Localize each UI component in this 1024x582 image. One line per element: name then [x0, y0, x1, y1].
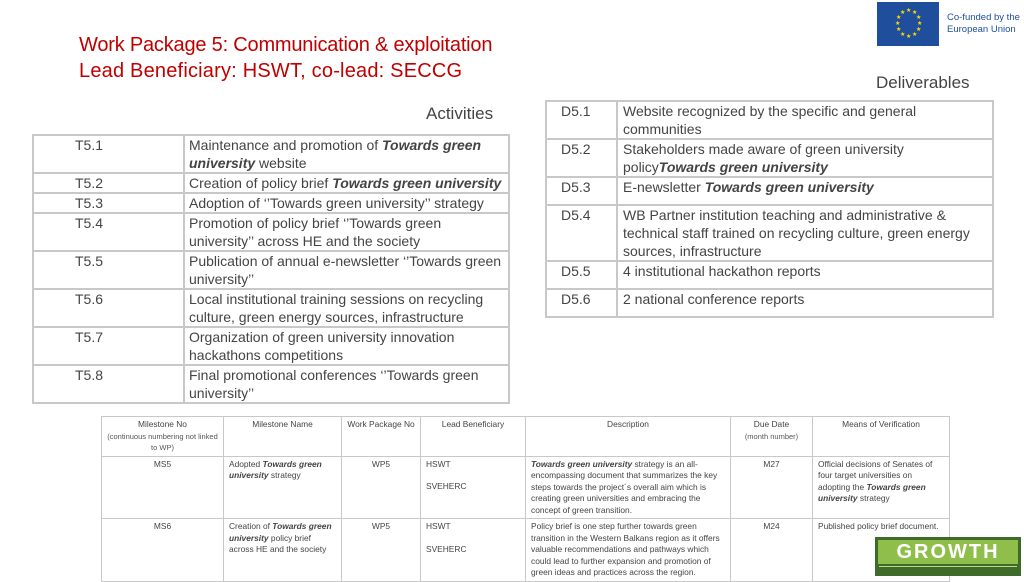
deliverable-code: D5.1: [546, 101, 617, 139]
text-segment: E-newsletter: [623, 179, 705, 195]
page-title: Work Package 5: Communication & exploitation: [79, 34, 493, 56]
emphasized-text: Towards green university: [229, 458, 322, 480]
col-means-of-verification: Means of Verification: [813, 417, 950, 457]
svg-text:★: ★: [916, 14, 922, 21]
milestone-description: [526, 519, 731, 582]
lead-primary: HSWT: [426, 458, 451, 469]
text-segment: policy brief across HE and the society: [229, 532, 327, 554]
col-milestone-no: Milestone No (continuous numbering not linked to WP): [102, 417, 224, 457]
emphasized-text: Towards green university: [332, 175, 502, 191]
text-segment: Maintenance and promotion of: [189, 137, 383, 153]
text-segment: WB Partner institution teaching and administrative & technical staff trained on recycling culture, green energy sources, infrastructure: [623, 207, 970, 259]
activity-code: T5.3: [33, 193, 184, 213]
activity-code: T5.1: [33, 135, 184, 173]
deliverable-row: [546, 177, 993, 205]
text-segment: Local institutional training sessions on recycling culture, green energy sources, infrastructure: [189, 291, 484, 325]
text-segment: website: [255, 155, 307, 171]
milestone-due: M27: [731, 456, 813, 519]
deliverable-code: D5.4: [546, 205, 617, 261]
milestone-no: MS6: [102, 519, 224, 582]
activity-row: [33, 289, 509, 327]
emphasized-text: Towards green university: [531, 458, 633, 469]
activity-description: [184, 327, 509, 365]
text-segment: Stakeholders made aware of green university policy: [623, 141, 904, 175]
milestone-no: MS5: [102, 456, 224, 519]
eu-flag-logo: [877, 2, 939, 46]
deliverable-description: [617, 205, 993, 261]
emphasized-text: Towards green university: [229, 521, 332, 543]
svg-text:★: ★: [917, 20, 923, 27]
activity-code: T5.4: [33, 213, 184, 251]
svg-text:★: ★: [896, 14, 902, 21]
activity-row: [33, 213, 509, 251]
emphasized-text: Towards green university: [189, 137, 482, 171]
col-due-date: Due Date (month number): [731, 417, 813, 457]
text-segment: Adopted: [229, 458, 263, 469]
lead-secondary: SVEHERC: [426, 543, 467, 554]
activity-code: T5.6: [33, 289, 184, 327]
svg-text:★: ★: [916, 26, 922, 33]
milestone-lead: [421, 519, 526, 582]
deliverable-row: [546, 101, 993, 139]
svg-text:★: ★: [912, 9, 918, 16]
emphasized-text: Towards green university: [658, 159, 828, 175]
milestone-lead: [421, 456, 526, 519]
deliverable-code: D5.5: [546, 261, 617, 289]
activity-code: T5.2: [33, 173, 184, 193]
emphasized-text: Towards green university: [704, 179, 874, 195]
text-segment: Promotion of policy brief ‘’Towards green university’’ across HE and the society: [189, 215, 442, 249]
activity-description: [184, 289, 509, 327]
text-segment: Organization of green university innovation hackathons competitions: [189, 329, 455, 363]
svg-text:★: ★: [896, 26, 902, 33]
text-segment: strategy is an all-encompassing document that summarizes the key steps towards the project´s overall aim which is creating green universities and embracing the concept of green transition.: [531, 458, 718, 515]
deliverable-row: [546, 205, 993, 261]
activity-description: [184, 251, 509, 289]
milestone-name: [224, 456, 342, 519]
activity-code: T5.7: [33, 327, 184, 365]
text-segment: strategy: [268, 470, 301, 480]
milestone-row: [102, 519, 950, 582]
svg-text:★: ★: [912, 31, 918, 38]
activity-description: [184, 193, 509, 213]
text-segment: Creation of: [229, 521, 273, 531]
col-lead-beneficiary: Lead Beneficiary: [421, 417, 526, 457]
deliverables-table: [545, 100, 994, 318]
deliverable-code: D5.3: [546, 177, 617, 205]
deliverable-code: D5.2: [546, 139, 617, 177]
milestone-name: [224, 519, 342, 582]
text-segment: Publication of annual e-newsletter ‘’Towards green university’’: [189, 253, 502, 287]
activity-row: [33, 365, 509, 403]
text-segment: Final promotional conferences ‘’Towards green university’’: [189, 367, 479, 401]
deliverable-description: [617, 139, 993, 177]
text-segment: strategy: [857, 493, 890, 503]
eu-funding-text: Co-funded by the European Union: [947, 12, 1020, 35]
col-description: Description: [526, 417, 731, 457]
deliverable-description: [617, 177, 993, 205]
text-segment: Official decisions of Senates of four target universities on adopting the: [818, 458, 933, 492]
text-segment: 4 institutional hackathon reports: [623, 263, 821, 279]
text-segment: Creation of policy brief: [189, 175, 333, 191]
activities-table: [32, 134, 510, 404]
col-milestone-name: Milestone Name: [224, 417, 342, 457]
activity-description: [184, 173, 509, 193]
deliverable-description: [617, 101, 993, 139]
text-segment: Adoption of ‘’Towards green university’’ strategy: [189, 195, 484, 211]
text-segment: 2 national conference reports: [623, 291, 805, 307]
svg-text:★: ★: [900, 9, 906, 16]
emphasized-text: Towards green university: [818, 481, 926, 503]
milestones-table: [101, 416, 950, 582]
activity-row: [33, 251, 509, 289]
milestone-means: [813, 456, 950, 519]
deliverable-row: [546, 139, 993, 177]
deliverable-row: [546, 289, 993, 317]
milestone-due: M24: [731, 519, 813, 582]
text-segment: Website recognized by the specific and general communities: [623, 103, 917, 137]
svg-text:★: ★: [906, 33, 912, 40]
col-work-package: Work Package No: [342, 417, 421, 457]
growth-logo: GROWTH: [875, 537, 1021, 576]
svg-text:★: ★: [906, 7, 912, 14]
activity-code: T5.5: [33, 251, 184, 289]
deliverable-row: [546, 261, 993, 289]
activities-label: Activities: [426, 104, 494, 123]
page-subtitle: Lead Beneficiary: HSWT, co-lead: SECCG: [79, 60, 463, 82]
activity-description: [184, 365, 509, 403]
deliverable-description: [617, 261, 993, 289]
deliverables-label: Deliverables: [876, 73, 970, 92]
text-segment: Published policy brief document.: [818, 521, 939, 531]
milestone-wp: WP5: [342, 519, 421, 582]
deliverable-code: D5.6: [546, 289, 617, 317]
svg-text:★: ★: [895, 20, 901, 27]
activity-description: [184, 135, 509, 173]
milestone-description: [526, 456, 731, 519]
milestone-row: [102, 456, 950, 519]
lead-primary: HSWT: [426, 521, 451, 531]
activity-row: [33, 327, 509, 365]
deliverable-description: [617, 289, 993, 317]
milestone-wp: WP5: [342, 456, 421, 519]
activity-row: [33, 173, 509, 193]
activity-description: [184, 213, 509, 251]
svg-text:★: ★: [900, 31, 906, 38]
activity-row: [33, 193, 509, 213]
activity-row: [33, 135, 509, 173]
lead-secondary: SVEHERC: [426, 481, 467, 491]
text-segment: Policy brief is one step further towards green transition in the Western Balkans region as it offers valuable recommendations and pathways which could lead to further expansion and promotion of green ideas and practices across the region.: [531, 521, 720, 577]
activity-code: T5.8: [33, 365, 184, 403]
